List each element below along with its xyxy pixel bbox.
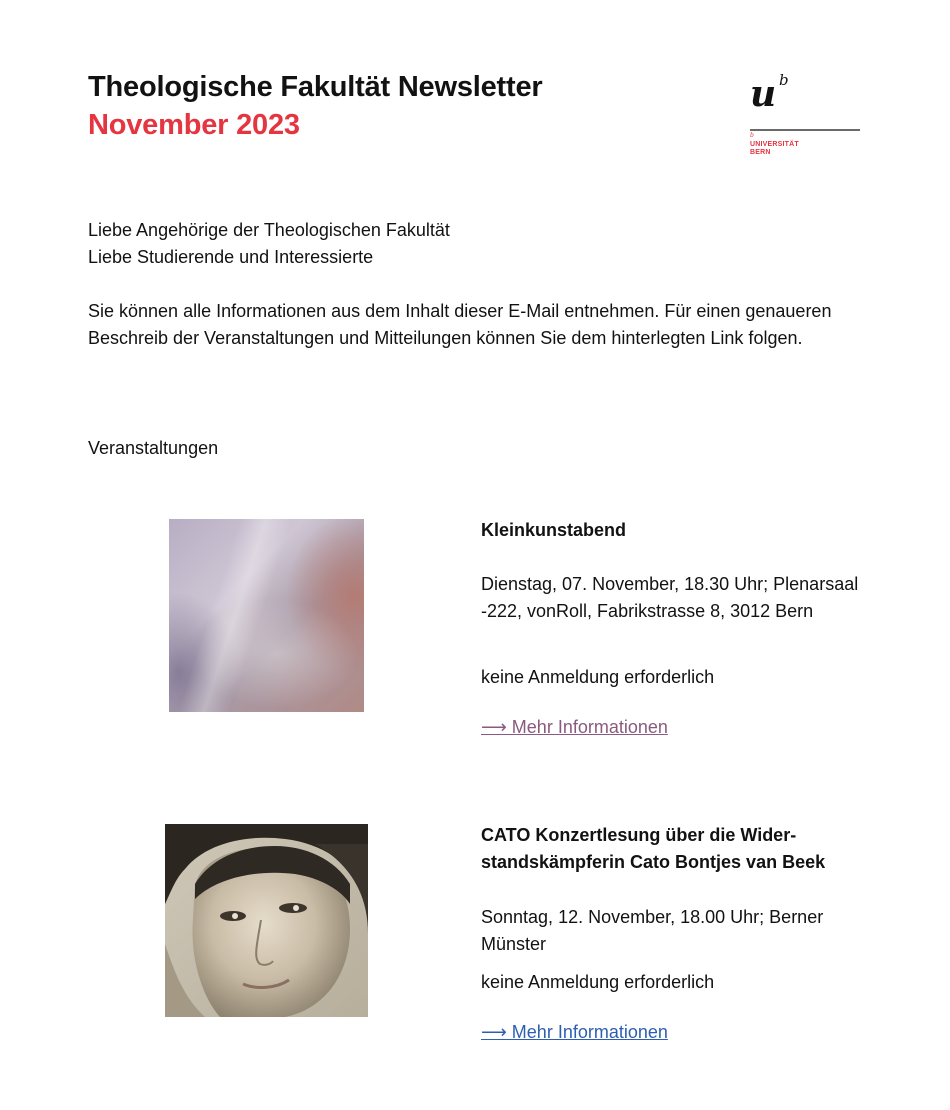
logo-divider: [750, 129, 860, 131]
university-logo: [750, 72, 862, 162]
image-light-streak: [173, 519, 295, 712]
intro-paragraph: Sie können alle Informationen aus dem Inhalt dieser E-Mail entnehmen. Für einen genaueren Beschreib der Veranstaltungen und Mitteilungen können Sie dem hinterlegten Link folgen.: [88, 301, 832, 348]
logo-wordmark-line1: UNIVERSITÄT: [750, 141, 799, 148]
event-registration-note: keine Anmeldung erforderlich: [481, 972, 715, 992]
greeting: [88, 217, 863, 271]
more-info-link[interactable]: ⟶ Mehr Informationen: [481, 717, 668, 737]
logo-mark-u: u: [750, 73, 777, 115]
event-title: CATO Konzertlesung über die Widerstandskämpferin Cato Bontjes van Beek: [481, 825, 826, 872]
event-registration-note: keine Anmeldung erforderlich: [481, 667, 715, 687]
portrait-photo: [165, 824, 368, 1017]
event-title: Kleinkunstabend: [481, 520, 627, 540]
logo-wordmark: [750, 141, 799, 157]
more-info-link[interactable]: ⟶ Mehr Informationen: [481, 1022, 668, 1042]
event-image-cato-portrait: [165, 824, 368, 1017]
newsletter-title: [88, 68, 543, 144]
event-date-location: Sonntag, 12. November, 18.00 Uhr; Berner Münster: [481, 907, 824, 954]
newsletter-title-month: November 2023: [88, 109, 300, 141]
greeting-line-1: Liebe Angehörige der Theologischen Fakultät: [88, 220, 450, 240]
logo-mark-b: b: [779, 71, 789, 89]
logo-wordmark-line2: BERN: [750, 149, 771, 156]
greeting-line-2: Liebe Studierende und Interessierte: [88, 247, 374, 267]
event-date-location: Dienstag, 07. November, 18.30 Uhr; Plenarsaal -222, vonRoll, Fabrikstrasse 8, 3012 Bern: [481, 574, 859, 621]
section-heading-events: Veranstaltungen: [88, 438, 219, 458]
logo-small-b: b: [750, 132, 754, 139]
newsletter-title-main: Theologische Fakultät Newsletter: [88, 71, 543, 103]
event-image-kleinkunstabend: [169, 519, 364, 712]
